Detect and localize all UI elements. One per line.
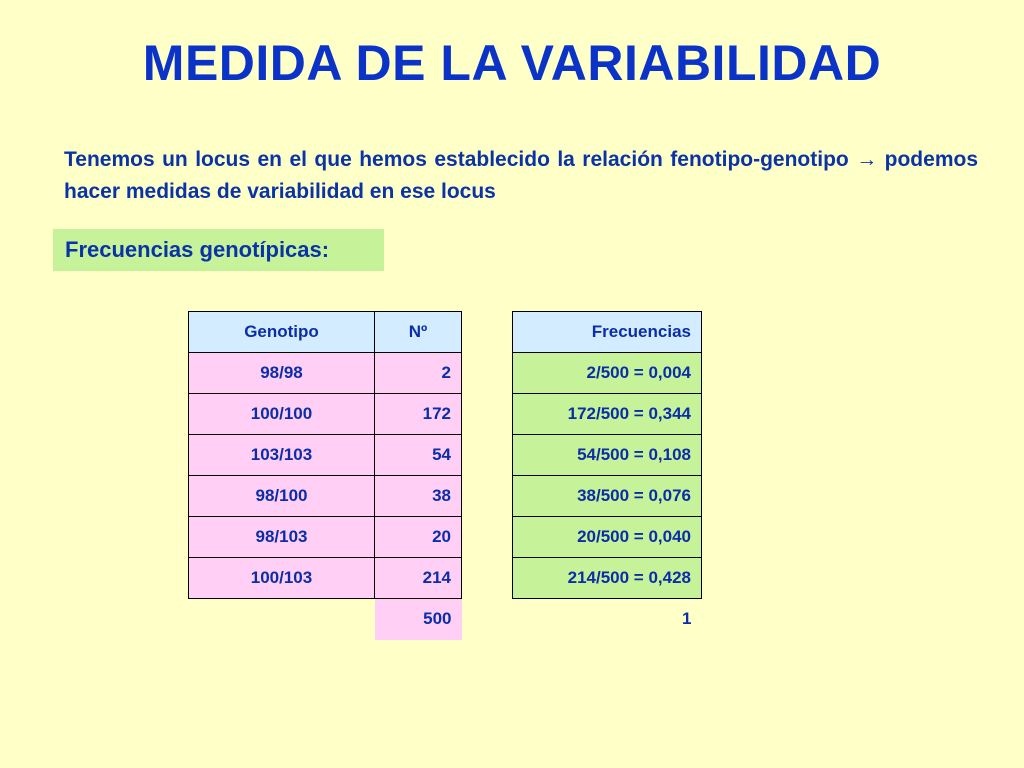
table-row — [189, 517, 462, 558]
frequency-cell: 2/500 = 0,004 — [513, 353, 702, 394]
section-label: Frecuencias genotípicas: — [53, 229, 384, 271]
table-header-row — [189, 312, 462, 353]
count-cell: 38 — [375, 476, 462, 517]
table-row — [513, 353, 702, 394]
table-row — [513, 558, 702, 599]
table-header-row — [513, 312, 702, 353]
count-cell: 214 — [375, 558, 462, 599]
frequency-cell: 38/500 = 0,076 — [513, 476, 702, 517]
table-row — [189, 394, 462, 435]
genotype-cell: 100/103 — [189, 558, 375, 599]
table-row — [189, 558, 462, 599]
frequency-cell: 20/500 = 0,040 — [513, 517, 702, 558]
genotype-cell: 98/100 — [189, 476, 375, 517]
table-row — [513, 394, 702, 435]
genotype-cell: 98/103 — [189, 517, 375, 558]
table-row — [189, 476, 462, 517]
count-cell: 172 — [375, 394, 462, 435]
genotype-cell: 103/103 — [189, 435, 375, 476]
genotype-cell: 100/100 — [189, 394, 375, 435]
header-frequency: Frecuencias — [513, 312, 702, 353]
count-cell: 20 — [375, 517, 462, 558]
frequency-total: 1 — [682, 609, 692, 629]
frequency-table — [512, 311, 702, 640]
empty-cell — [189, 599, 375, 640]
total-row — [189, 599, 462, 640]
genotype-count-table — [188, 311, 462, 640]
frequency-cell: 54/500 = 0,108 — [513, 435, 702, 476]
total-row — [513, 599, 702, 640]
table-row — [189, 435, 462, 476]
count-cell: 2 — [375, 353, 462, 394]
table-row — [513, 435, 702, 476]
count-total: 500 — [375, 599, 462, 640]
frequency-cell: 214/500 = 0,428 — [513, 558, 702, 599]
header-count: Nº — [375, 312, 462, 353]
table-row — [513, 476, 702, 517]
frequency-cell: 172/500 = 0,344 — [513, 394, 702, 435]
table-row — [513, 517, 702, 558]
genotype-cell: 98/98 — [189, 353, 375, 394]
page-title: MEDIDA DE LA VARIABILIDAD — [142, 35, 882, 91]
table-row — [189, 353, 462, 394]
intro-text: Tenemos un locus en el que hemos establecido la relación fenotipo-genotipo → podemos hacer medidas de variabilidad en ese locus — [64, 148, 978, 203]
header-genotype: Genotipo — [189, 312, 375, 353]
count-cell: 54 — [375, 435, 462, 476]
